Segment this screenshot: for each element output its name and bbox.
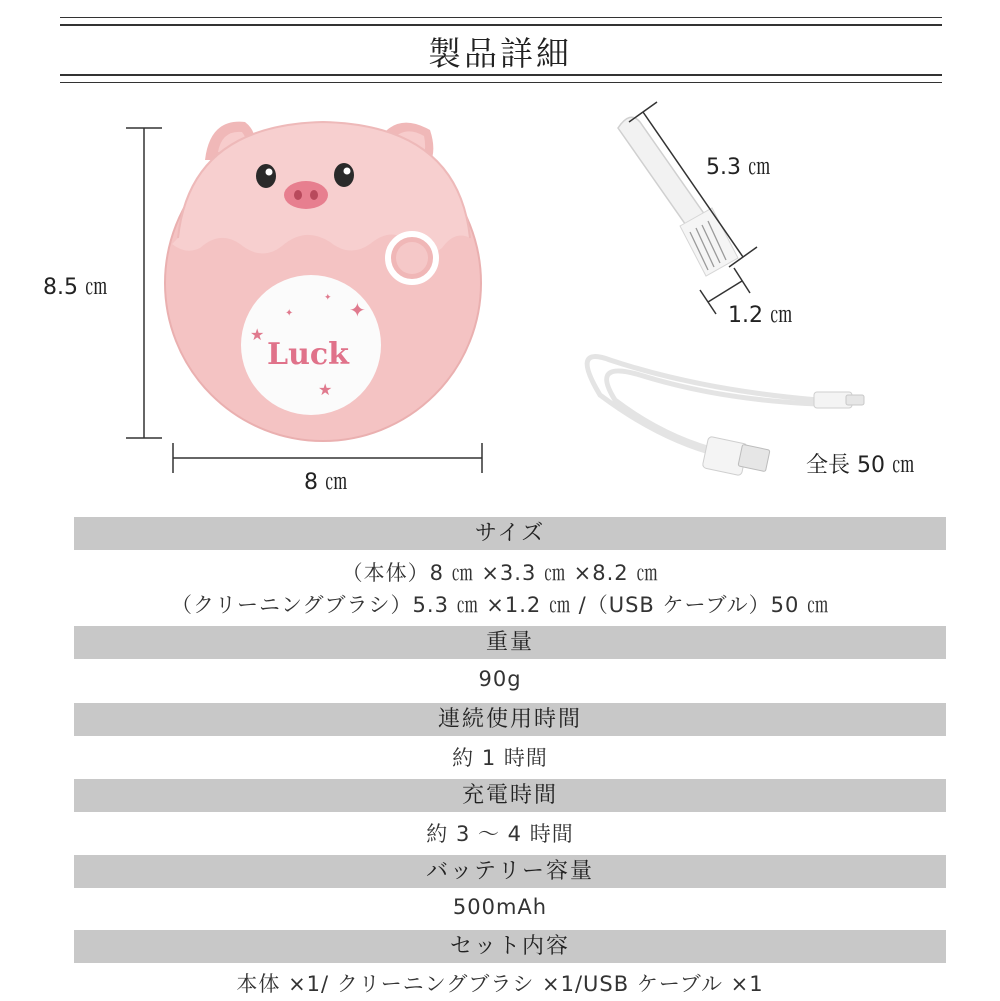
spec-value-weight: 90g [478,667,522,691]
pig-device [165,122,481,441]
brush-width-label: 1.2 ㎝ [728,303,792,328]
usb-a-plug [702,436,770,476]
spec-value-size-accessories: （クリーニングブラシ）5.3 ㎝ ×1.2 ㎝ /（USB ケーブル）50 ㎝ [170,593,830,617]
brush-length-label: 5.3 ㎝ [706,155,770,180]
cleaning-brush [618,117,738,276]
svg-text:★: ★ [318,380,333,399]
svg-text:✦: ✦ [285,308,294,319]
spec-label-battery: バッテリー容量 [74,855,946,888]
spec-value-charge-time: 約 3 ～ 4 時間 [426,822,574,846]
spec-label-usage-time: 連続使用時間 [74,703,946,736]
spec-label-weight: 重量 [74,626,946,659]
spec-label-size: サイズ [74,517,946,550]
svg-text:✦: ✦ [324,293,332,303]
spec-value-usage-time: 約 1 時間 [452,746,548,770]
spec-label-contents: セット内容 [74,930,946,963]
height-label: 8.5 ㎝ [43,275,107,300]
spec-value-battery: 500mAh [452,895,548,919]
pig-snout [284,181,328,209]
usb-cable [587,357,818,455]
width-label: 8 ㎝ [304,470,347,495]
spec-value-size-body: （本体）8 ㎝ ×3.3 ㎝ ×8.2 ㎝ [341,561,659,585]
cable-length-label: 全長 50 ㎝ [806,453,914,478]
svg-text:✦: ✦ [349,298,366,322]
height-dimension-line [126,128,162,438]
page-title: 製品詳細 [428,34,572,73]
spec-value-contents: 本体 ×1/ クリーニングブラシ ×1/USB ケーブル ×1 [236,972,764,996]
usb-connector-small [814,392,864,408]
spec-label-charge-time: 充電時間 [74,779,946,812]
svg-text:★: ★ [250,325,265,344]
luck-logo: Luck [267,337,349,372]
